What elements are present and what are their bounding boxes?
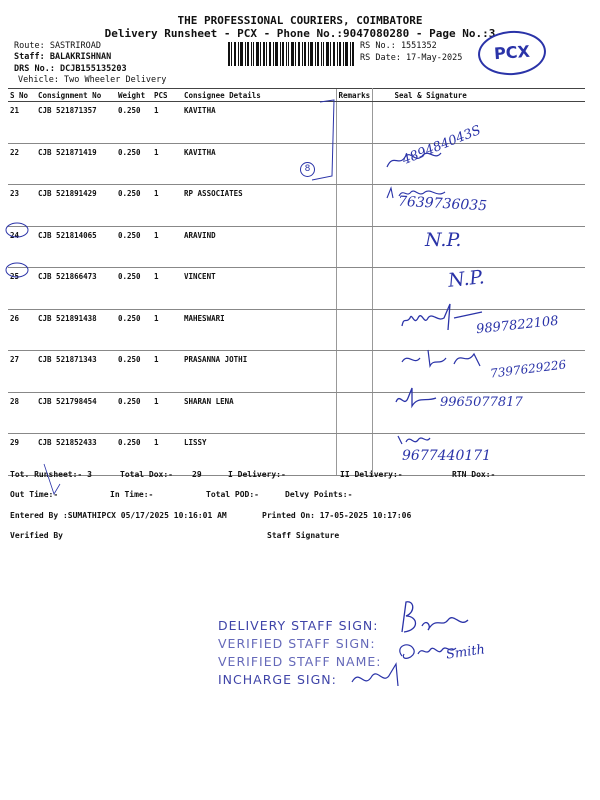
cell-consignee: LISSY (182, 434, 336, 476)
cell-sno: 23 (8, 185, 36, 227)
route-label: Route: SASTRIROAD (14, 41, 101, 51)
cell-consignee: KAVITHA (182, 143, 336, 185)
delvy-points: Delvy Points:- (285, 490, 353, 499)
cell-consignment: CJB 521866473 (36, 268, 116, 310)
cell-weight: 0.250 (116, 392, 152, 434)
cell-sno: 27 (8, 351, 36, 393)
cell-weight: 0.250 (116, 185, 152, 227)
total-runsheet: Tot. Runsheet:- 3 (10, 470, 92, 479)
cell-signature (372, 226, 585, 268)
company-title: THE PROFESSIONAL COURIERS, COIMBATORE (177, 14, 423, 27)
hand-verified-name: Smith (445, 642, 486, 663)
cell-pcs: 1 (152, 102, 182, 144)
cell-pcs: 1 (152, 351, 182, 393)
runsheet-table (8, 88, 585, 476)
total-dox-value: 29 (192, 470, 202, 479)
cell-pcs: 1 (152, 226, 182, 268)
cell-weight: 0.250 (116, 226, 152, 268)
hand-phone-row27: 7397629226 (489, 357, 567, 381)
rs-date: RS Date: 17-May-2025 (360, 53, 463, 63)
stamp-verified-staff-sign: VERIFIED STAFF SIGN: (218, 636, 376, 651)
table-row (8, 434, 585, 476)
cell-weight: 0.250 (116, 309, 152, 351)
col-remarks: Remarks (336, 89, 372, 102)
entered-by: Entered By :SUMATHIPCX 05/17/2025 10:16:01 AM (10, 511, 227, 520)
hand-np-row24: N.P. (425, 229, 462, 251)
table-row (8, 268, 585, 310)
hand-scribble-row22 (385, 145, 445, 175)
drs-number: DRS No.: DCJB155135203 (14, 64, 127, 74)
ii-delivery: II Delivery:- (340, 470, 403, 479)
cell-remarks (336, 392, 372, 434)
runsheet-title: Delivery Runsheet - PCX - Phone No.:9047080280 - Page No.:3 (104, 27, 496, 40)
cell-consignment: CJB 521871343 (36, 351, 116, 393)
cell-remarks (336, 226, 372, 268)
hand-phone-row23: 7639736035 (397, 193, 488, 215)
col-pcs: PCS (152, 89, 182, 102)
cell-remarks (336, 185, 372, 227)
cell-consignee: KAVITHA (182, 102, 336, 144)
total-pod: Total POD:- (206, 490, 259, 499)
hand-phone-row21: 489484043S (400, 122, 484, 169)
in-time: In Time:- (110, 490, 154, 499)
cell-sno: 25 (8, 268, 36, 310)
cell-pcs: 1 (152, 268, 182, 310)
cell-consignment: CJB 521871357 (36, 102, 116, 144)
cell-remarks (336, 268, 372, 310)
barcode-image (228, 42, 354, 66)
cell-consignment: CJB 521871419 (36, 143, 116, 185)
col-consignee: Consignee Details (182, 89, 336, 102)
cell-weight: 0.250 (116, 143, 152, 185)
pcx-stamp: PCX (477, 29, 548, 78)
staff-signature-label: Staff Signature (267, 531, 340, 540)
printed-on: Printed On: 17-05-2025 10:17:06 (262, 511, 412, 520)
col-consignment: Consignment No (36, 89, 116, 102)
stamp-verified-staff-name: VERIFIED STAFF NAME: (218, 654, 382, 669)
cell-pcs: 1 (152, 185, 182, 227)
cell-sno: 22 (8, 143, 36, 185)
hand-phone-row28: 9965077817 (440, 395, 523, 410)
cell-remarks (336, 309, 372, 351)
hand-scribble-row27 (398, 344, 498, 374)
cell-sno: 29 (8, 434, 36, 476)
cell-consignment: CJB 521814065 (36, 226, 116, 268)
cell-consignment: CJB 521852433 (36, 434, 116, 476)
vehicle-label: Vehicle: Two Wheeler Delivery (18, 75, 167, 85)
col-sno: S No (8, 89, 36, 102)
cell-weight: 0.250 (116, 434, 152, 476)
cell-consignee: RP ASSOCIATES (182, 185, 336, 227)
table-row (8, 226, 585, 268)
cell-sno: 26 (8, 309, 36, 351)
col-seal-signature: Seal & Signature (372, 89, 585, 102)
table-header-row (8, 89, 585, 102)
cell-pcs: 1 (152, 309, 182, 351)
hand-tick-mark (40, 460, 70, 500)
stamp-incharge-sign: INCHARGE SIGN: (218, 672, 337, 687)
cell-weight: 0.250 (116, 268, 152, 310)
hand-circle-marks (4, 222, 34, 282)
total-dox-label: Total Dox:- (120, 470, 173, 479)
cell-weight: 0.250 (116, 351, 152, 393)
verified-by: Verified By (10, 531, 63, 540)
cell-consignee: ARAVIND (182, 226, 336, 268)
cell-pcs: 1 (152, 143, 182, 185)
cell-consignee: PRASANNA JOTHI (182, 351, 336, 393)
i-delivery: I Delivery:- (228, 470, 286, 479)
table-row (8, 102, 585, 144)
cell-sno: 28 (8, 392, 36, 434)
cell-sno: 24 (8, 226, 36, 268)
cell-remarks (336, 351, 372, 393)
cell-sno: 21 (8, 102, 36, 144)
staff-label: Staff: BALAKRISHNAN (14, 52, 112, 62)
cell-pcs: 1 (152, 392, 182, 434)
hand-phone-row29: 9677440171 (402, 448, 492, 464)
out-time: Out Time:- (10, 490, 59, 499)
cell-remarks (336, 434, 372, 476)
stamp-delivery-staff-sign: DELIVERY STAFF SIGN: (218, 618, 379, 633)
cell-consignment: CJB 521891438 (36, 309, 116, 351)
table-row (8, 143, 585, 185)
cell-pcs: 1 (152, 434, 182, 476)
rtn-dox: RTN Dox:- (452, 470, 496, 479)
hand-scribble-row28 (392, 386, 442, 412)
cell-consignee: MAHESWARI (182, 309, 336, 351)
cell-weight: 0.250 (116, 102, 152, 144)
hand-circled-number: 8 (300, 162, 315, 177)
hand-np-row25: N.P. (446, 266, 486, 292)
cell-consignee: SHARAN LENA (182, 392, 336, 434)
col-weight: Weight (116, 89, 152, 102)
hand-scribble-row26 (398, 296, 488, 336)
rs-number: RS No.: 1551352 (360, 41, 437, 51)
hand-phone-row26: 9897822108 (475, 313, 560, 338)
cell-consignee: VINCENT (182, 268, 336, 310)
cell-consignment: CJB 521798454 (36, 392, 116, 434)
table-row (8, 185, 585, 227)
hand-scribble-row29 (394, 430, 434, 450)
cell-consignment: CJB 521891429 (36, 185, 116, 227)
